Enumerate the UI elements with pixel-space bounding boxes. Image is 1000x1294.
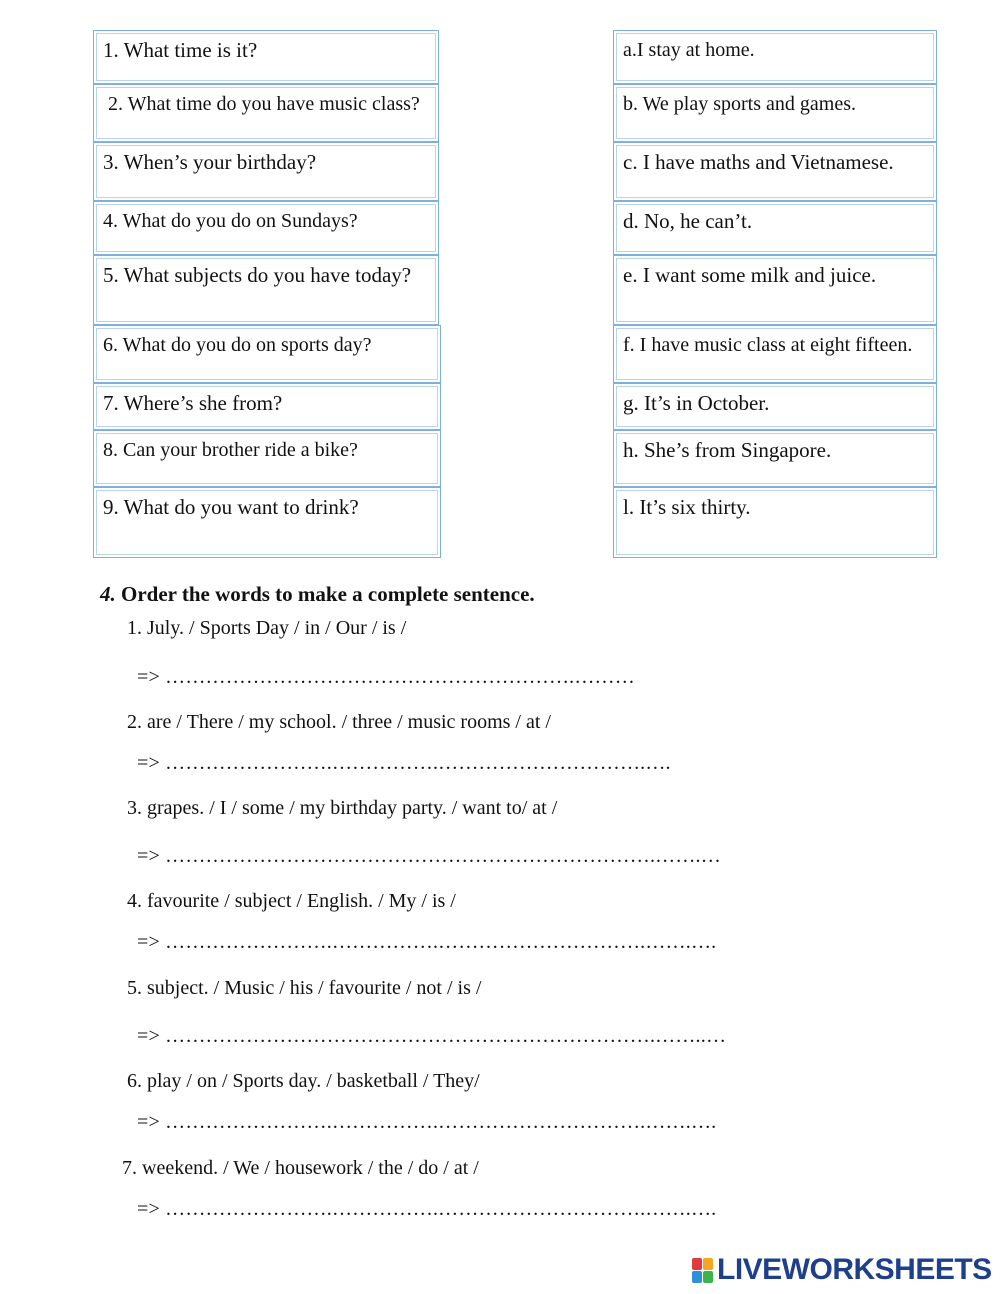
- scrambled-words: 6. play / on / Sports day. / basketball / They/: [127, 1070, 480, 1092]
- scrambled-words: 1. July. / Sports Day / in / Our / is /: [127, 617, 407, 639]
- answer-line[interactable]: => …………………………………………………….………: [137, 666, 635, 688]
- answer-line[interactable]: => …………………….…………….………………………….….: [137, 752, 671, 774]
- answer-cell: [613, 487, 937, 558]
- answer-line[interactable]: => ……………………………………………………………….…….…: [137, 845, 721, 867]
- liveworksheets-logo[interactable]: [692, 1252, 992, 1288]
- logo-text: LIVEWORKSHEETS: [717, 1253, 992, 1286]
- question-cell: [93, 383, 441, 430]
- answer-line[interactable]: => …………………….…………….………………………….…….….: [137, 931, 717, 953]
- question-cell: [93, 325, 441, 383]
- answer-text: e. I want some milk and juice.: [623, 263, 877, 287]
- answer-cell: [613, 84, 937, 142]
- answer-cell: [613, 430, 937, 487]
- answer-cell: [613, 325, 937, 383]
- scrambled-words: 5. subject. / Music / his / favourite / not / is /: [127, 977, 482, 999]
- answer-line[interactable]: => ……………………………………………………………….……..…: [137, 1025, 727, 1047]
- section-title-text: Order the words to make a complete sentence.: [115, 582, 535, 606]
- question-cell: [93, 201, 439, 255]
- question-text: 1. What time is it?: [103, 38, 258, 62]
- answer-text: a.I stay at home.: [623, 39, 755, 61]
- logo-block: [703, 1271, 713, 1283]
- scrambled-words: 4. favourite / subject / English. / My / is /: [127, 890, 456, 912]
- answer-cell: [613, 255, 937, 325]
- scrambled-words: 3. grapes. / I / some / my birthday party. / want to/ at /: [127, 797, 558, 819]
- question-text: 5. What subjects do you have today?: [103, 263, 412, 287]
- scrambled-words: 7. weekend. / We / housework / the / do / at /: [122, 1157, 479, 1179]
- question-text: 9. What do you want to drink?: [103, 495, 359, 519]
- logo-block: [703, 1258, 713, 1270]
- answer-line[interactable]: => …………………….…………….………………………….…….….: [137, 1111, 717, 1133]
- logo-blocks-icon: [692, 1258, 713, 1283]
- question-cell: [93, 487, 441, 558]
- scrambled-words: 2. are / There / my school. / three / music rooms / at /: [127, 711, 551, 733]
- answer-text: c. I have maths and Vietnamese.: [623, 150, 894, 174]
- logo-block: [692, 1271, 702, 1283]
- answer-cell: [613, 383, 937, 430]
- question-cell: [93, 255, 439, 325]
- answer-text: d. No, he can’t.: [623, 209, 753, 233]
- question-cell: [93, 30, 439, 84]
- question-cell: [93, 430, 441, 487]
- question-text: 2. What time do you have music class?: [108, 93, 420, 115]
- answer-text: h. She’s from Singapore.: [623, 438, 832, 462]
- answer-cell: [613, 30, 937, 84]
- answer-text: g. It’s in October.: [623, 391, 770, 415]
- question-text: 7. Where’s she from?: [103, 391, 283, 415]
- question-text: 4. What do you do on Sundays?: [103, 210, 358, 232]
- answer-cell: [613, 142, 937, 201]
- question-text: 8. Can your brother ride a bike?: [103, 439, 358, 461]
- answer-line[interactable]: => …………………….…………….………………………….…….….: [137, 1198, 717, 1220]
- section-number: 4.: [100, 582, 116, 606]
- section-title: [100, 582, 535, 607]
- answer-text: l. It’s six thirty.: [623, 495, 751, 519]
- logo-block: [692, 1258, 702, 1270]
- question-text: 6. What do you do on sports day?: [103, 334, 372, 356]
- question-cell: [93, 84, 439, 142]
- answer-cell: [613, 201, 937, 255]
- question-text: 3. When’s your birthday?: [103, 150, 317, 174]
- answer-text: f. I have music class at eight fifteen.: [623, 334, 913, 356]
- question-cell: [93, 142, 439, 201]
- answer-text: b. We play sports and games.: [623, 93, 856, 115]
